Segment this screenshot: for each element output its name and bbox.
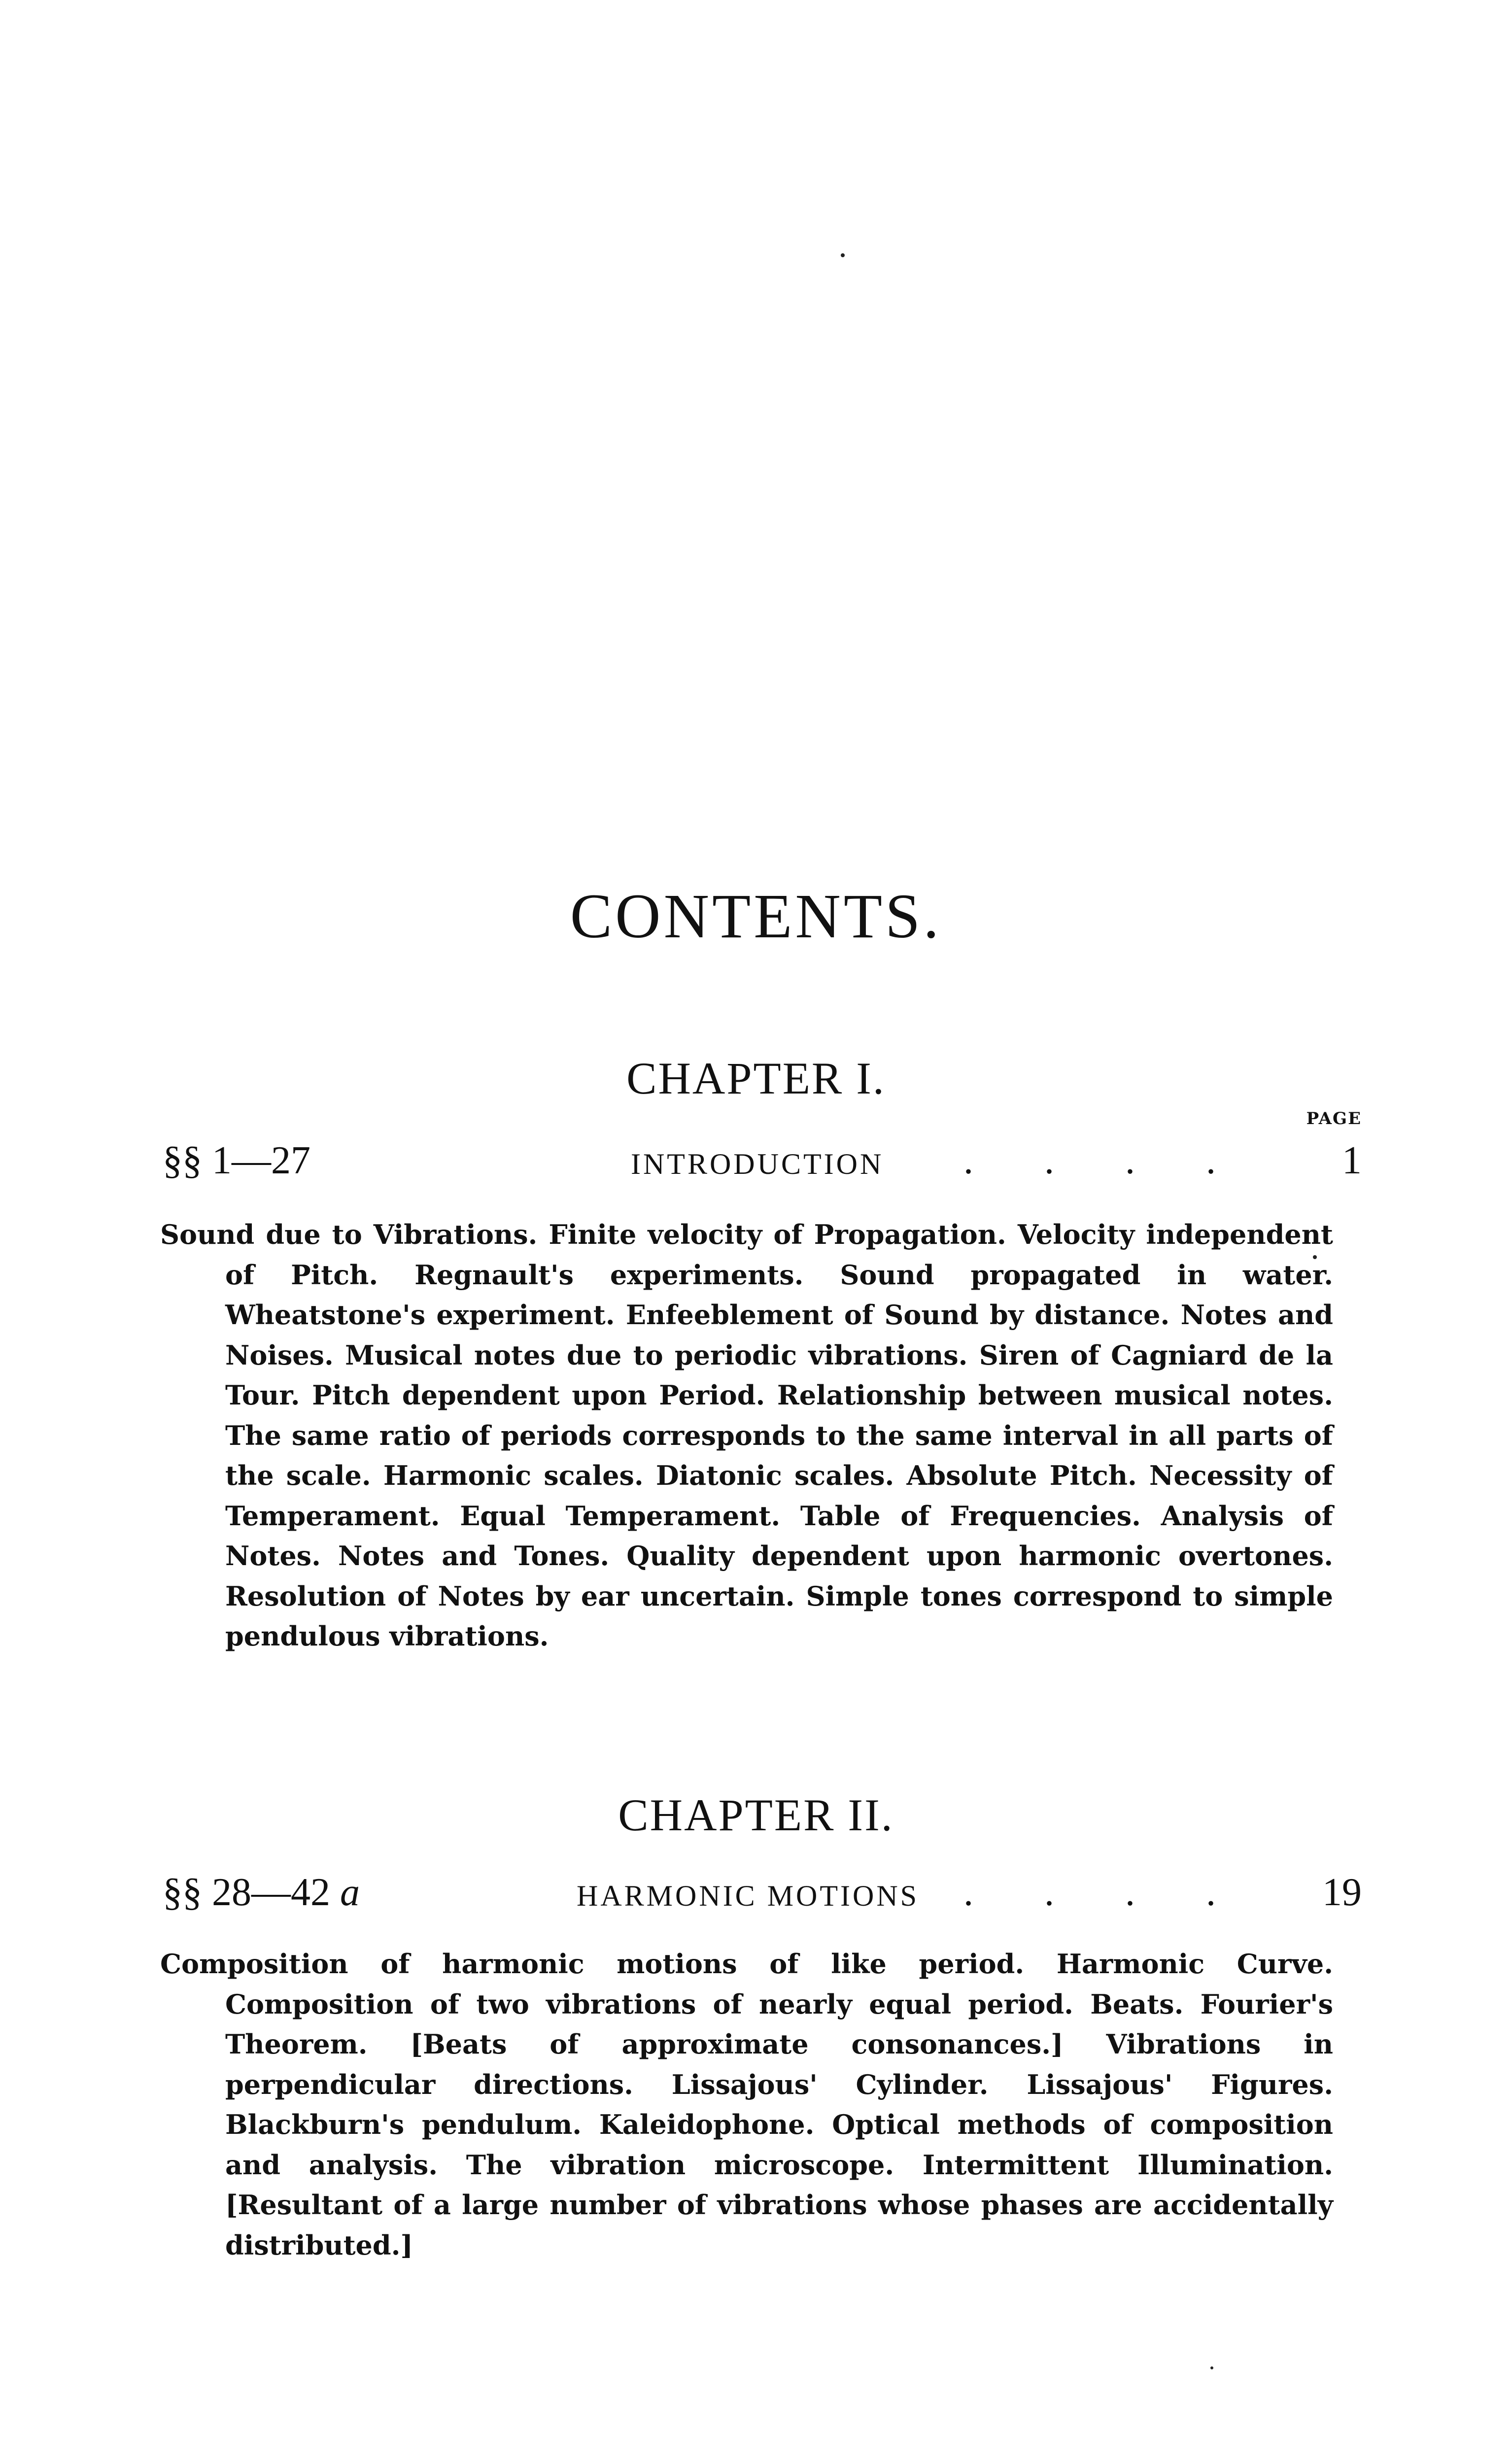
section-reference: §§ 1—27: [163, 1139, 310, 1182]
contents-entry[interactable]: [163, 1870, 1362, 1924]
chapter-summary: Sound due to Vibrations. Finite velocity of Propagation. Velocity independent of Pitch. Regnault's experiments. Sound propagated in water. Wheatstone's experiment. Enfeeblement of Sound by distance. Notes and Noises. Musical notes due to periodic vibrations. Siren of Cagniard de la Tour. Pitch dependent upon Period. Relationship between musical notes. The same ratio of periods corresponds to the same interval in all parts of the scale. Harmonic scales. Diatonic scales. Absolute Pitch. Necessity of Temperament. Equal Temperament. Table of Frequencies. Analysis of Notes. Notes and Tones. Quality dependent upon harmonic overtones. Resolution of Notes by ear uncertain. Simple tones correspond to simple pendulous vibrations.: [160, 1219, 1333, 1652]
section-reference: §§ 28—42 a: [163, 1871, 360, 1914]
contents-entry[interactable]: [163, 1138, 1362, 1193]
scan-speck: [1210, 2366, 1213, 2369]
chapter-title: HARMONIC MOTIONS: [577, 1880, 920, 1912]
contents-title: CONTENTS.: [570, 881, 942, 951]
dot-leader: . . . .: [963, 1871, 1246, 1914]
page-number[interactable]: 1: [1342, 1139, 1362, 1182]
page-column-label: PAGE: [1306, 1109, 1362, 1129]
scan-speck: [841, 253, 845, 257]
page-number[interactable]: 19: [1322, 1871, 1362, 1914]
dot-leader: . . . .: [963, 1139, 1246, 1182]
chapter-title: INTRODUCTION: [631, 1148, 884, 1180]
chapter-summary: Composition of harmonic motions of like period. Harmonic Curve. Composition of two vibrations of nearly equal period. Beats. Fourier's Theorem. [Beats of approximate consonances.] Vibrations in perpendicular directions. Lissajous' Cylinder. Lissajous' Figures. Blackburn's pendulum. Kaleidophone. Optical methods of composition and analysis. The vibration microscope. Intermittent Illumination. [Resultant of a large number of vibrations whose phases are accidentally distributed.]: [160, 1948, 1333, 2261]
chapter-heading: CHAPTER II.: [618, 1790, 894, 1840]
chapter-heading: CHAPTER I.: [626, 1053, 886, 1103]
